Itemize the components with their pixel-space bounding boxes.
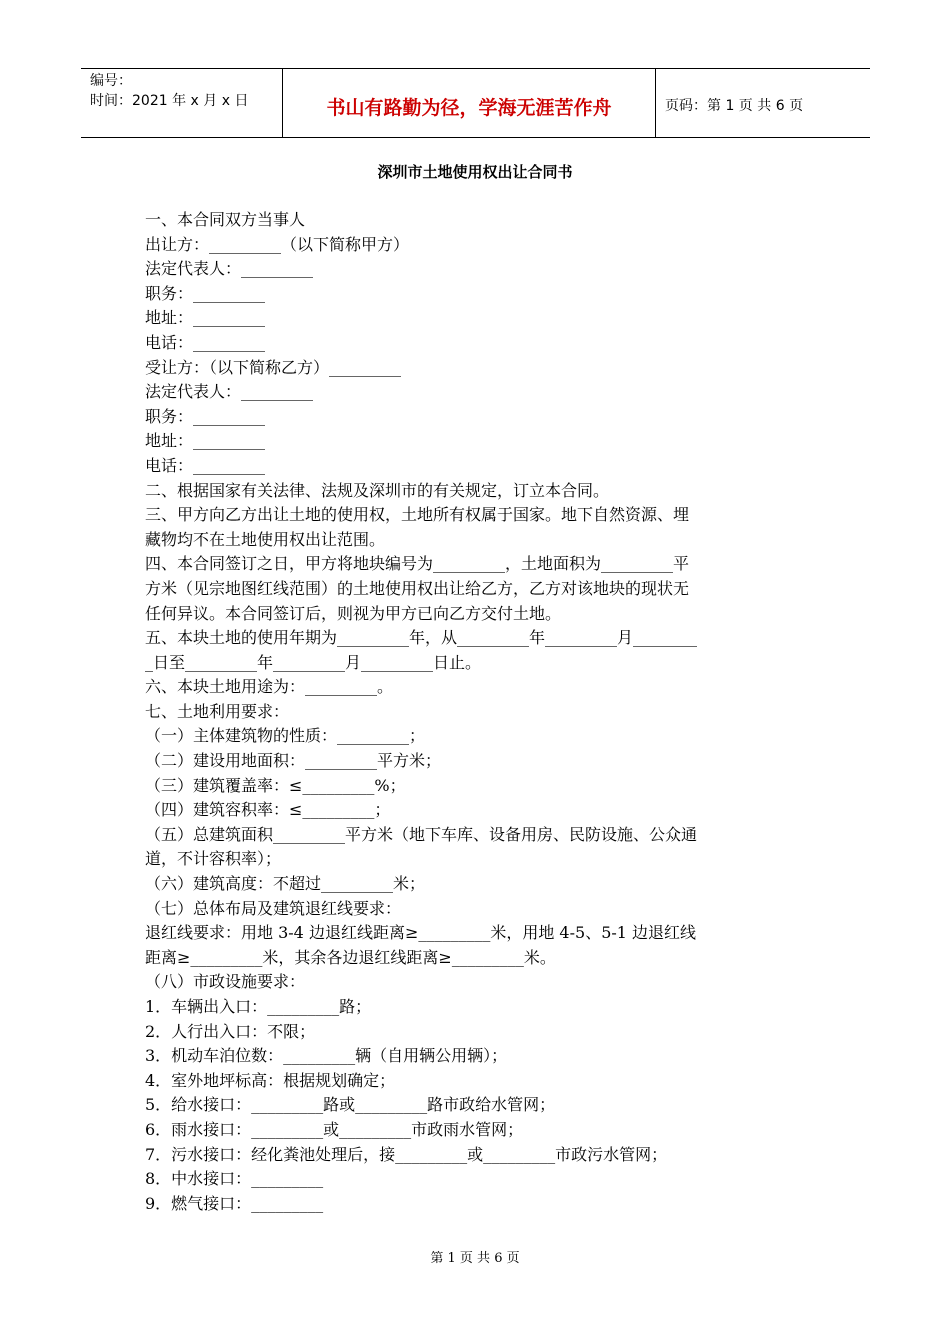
body-text-line: 四、本合同签订之日，甲方将地块编号为_________，土地面积为_________平: [145, 554, 690, 574]
body-text-line: 方米（见宗地图红线范围）的土地使用权出让给乙方，乙方对该地块的现状无: [145, 578, 690, 598]
page-header: [81, 68, 870, 138]
body-text-line: 电话：_________: [145, 455, 266, 475]
body-text-line: 任何异议。本合同签订后，则视为甲方已向乙方交付土地。: [145, 603, 562, 623]
body-text-line: 受让方：（以下简称乙方）_________: [145, 357, 402, 377]
body-text-line: 六、本块土地用途为：_________。: [145, 677, 394, 697]
body-text-line: 五、本块土地的使用年期为_________年，从_________年_________月________: [145, 628, 698, 648]
body-text-line: 距离≥_________米，其余各边退红线距离≥_________米。: [145, 947, 556, 967]
body-text-line: 藏物均不在土地使用权出让范围。: [145, 529, 386, 549]
body-text-line: 2．人行出入口：不限；: [145, 1021, 316, 1041]
body-text-line: 职务：_________: [145, 283, 266, 303]
body-text-line: 3．机动车泊位数：_________辆（自用辆公用辆）；: [145, 1046, 508, 1066]
body-text-line: _日至_________年_________月_________日止。: [145, 652, 482, 672]
body-text-line: 道，不计容积率）；: [145, 849, 282, 869]
header-page-info: 页码：第 1 页 共 6 页: [665, 98, 804, 114]
body-text-line: 8．中水接口：_________: [145, 1169, 324, 1189]
body-text-line: （八）市政设施要求：: [145, 972, 306, 992]
body-text-line: （一）主体建筑物的性质：_________；: [145, 726, 426, 746]
body-text-line: 七、土地利用要求：: [145, 701, 290, 721]
body-text-line: 职务：_________: [145, 406, 266, 426]
body-text-line: 二、根据国家有关法律、法规及深圳市的有关规定，订立本合同。: [145, 480, 610, 500]
body-text-line: 6．雨水接口：_________或_________市政雨水管网；: [145, 1119, 524, 1139]
body-text-line: （二）建设用地面积：_________平方米；: [145, 751, 442, 771]
body-text-line: （三）建筑覆盖率：≤_________%；: [145, 775, 406, 795]
body-text-line: 退红线要求：用地 3-4 边退红线距离≥_________米，用地 4-5、5-1 边退红线: [145, 923, 697, 943]
header-motto: 书山有路勤为径，学海无涯苦作舟: [326, 97, 612, 119]
body-text-line: 地址：_________: [145, 308, 266, 328]
body-text-line: 5．给水接口：_________路或_________路市政给水管网；: [145, 1095, 556, 1115]
body-text-line: 1．车辆出入口：_________路；: [145, 997, 372, 1016]
header-meta-cell: [81, 69, 283, 137]
document-date: 时间：2021 年 x 月 x 日: [90, 93, 249, 109]
body-text-line: 9．燃气接口：_________: [145, 1193, 324, 1213]
body-text-line: 7．污水接口：经化粪池处理后，接_________或_________市政污水管网；: [145, 1144, 668, 1164]
body-text-line: （五）总建筑面积_________平方米（地下车库、设备用房、民防设施、公众通: [145, 824, 698, 844]
document-title: 深圳市土地使用权出让合同书: [377, 163, 573, 181]
header-motto-cell: [283, 69, 656, 137]
body-text-line: 法定代表人：_________: [145, 382, 314, 402]
body-text-line: （六）建筑高度：不超过_________米；: [145, 874, 426, 894]
body-text-line: 地址：_________: [145, 431, 266, 451]
body-text-line: 三、甲方向乙方出让土地的使用权，土地所有权属于国家。地下自然资源、埋: [145, 505, 690, 525]
document-number: 编号：: [90, 73, 132, 89]
document-body: [145, 208, 815, 1216]
body-text-line: （七）总体布局及建筑退红线要求：: [145, 898, 402, 918]
body-text-line: 4．室外地坪标高：根据规划确定；: [145, 1070, 396, 1090]
body-text-line: 出让方：_________（以下简称甲方）: [145, 234, 410, 254]
page-footer: 第 1 页 共 6 页: [430, 1251, 520, 1266]
body-text-line: 一、本合同双方当事人: [145, 210, 306, 229]
body-text-line: 电话：_________: [145, 332, 266, 352]
header-page-cell: [656, 69, 870, 137]
body-text-line: （四）建筑容积率：≤_________；: [145, 800, 391, 820]
body-text-line: 法定代表人：_________: [145, 259, 314, 279]
